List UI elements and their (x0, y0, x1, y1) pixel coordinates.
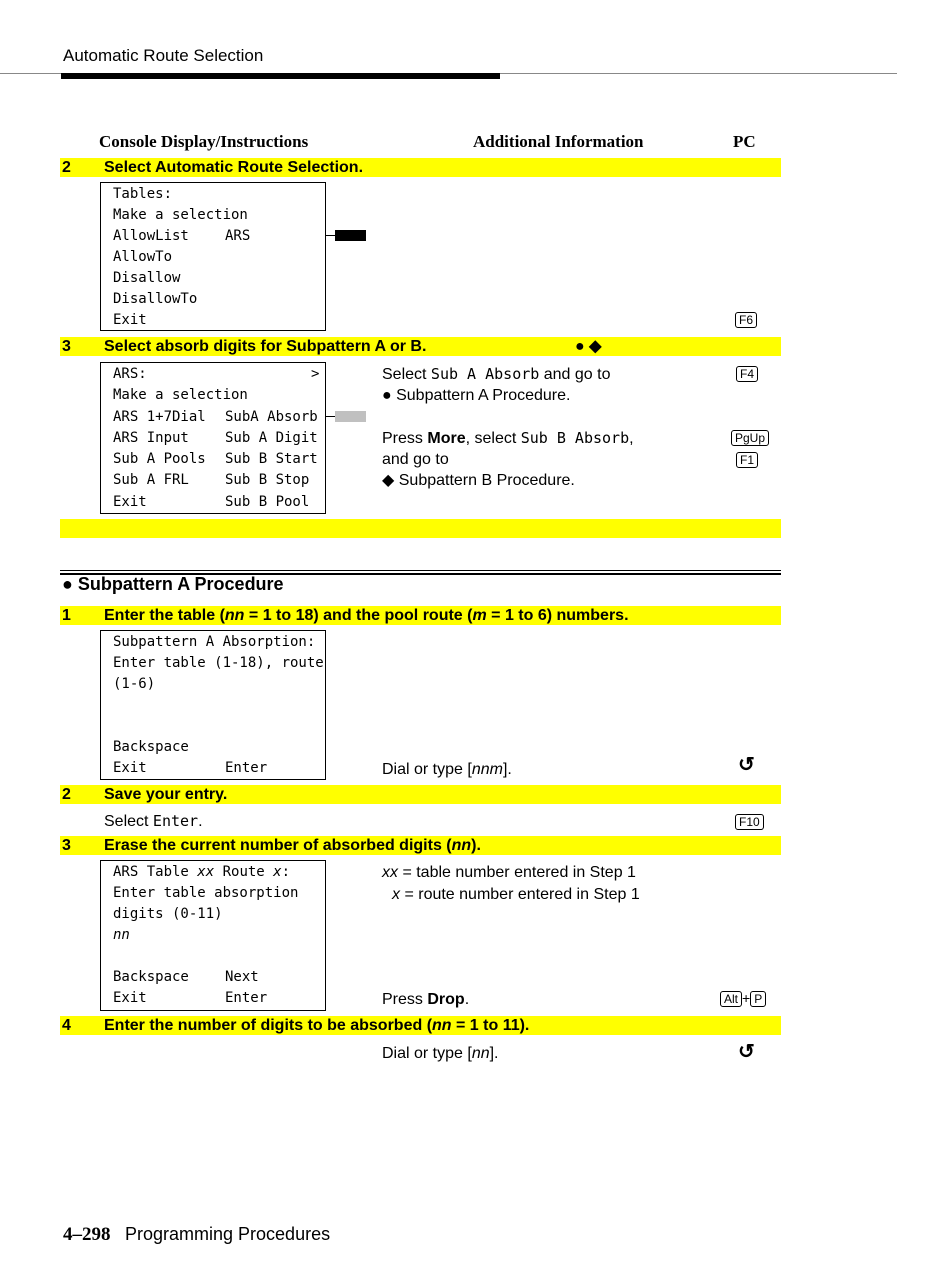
info-line: Press Drop. (382, 991, 470, 1008)
console-display-tables (100, 182, 326, 331)
step-text: Enter the table (nn = 1 to 18) and the pool route (m = 1 to 6) numbers. (104, 607, 629, 624)
info-line: x = route number entered in Step 1 (392, 886, 640, 903)
pointer-line (325, 235, 335, 236)
console-line: ARS Table xx Route x: (113, 864, 291, 880)
console-line: Sub B Pool (225, 494, 310, 510)
info-line: and go to (382, 451, 449, 468)
return-arrow-icon: ↺ (738, 1041, 755, 1063)
footer-title: Programming Procedures (125, 1224, 331, 1244)
step-band (60, 836, 781, 855)
console-line: Sub A Pools (113, 451, 206, 467)
console-line: DisallowTo (113, 291, 198, 307)
console-line: Tables: (113, 186, 173, 202)
console-line: AllowTo (113, 249, 173, 265)
step-band (60, 785, 781, 804)
console-line: Make a selection (113, 207, 248, 223)
info-line: Select Sub A Absorb and go to (382, 365, 611, 383)
info-line: xx = table number entered in Step 1 (382, 864, 636, 881)
column-heading-info: Additional Information (473, 132, 644, 151)
console-line: Backspace (113, 969, 189, 985)
console-line: Disallow (113, 270, 181, 286)
pgup-key: PgUp (731, 429, 769, 447)
alt-p-keys: Alt + P (720, 990, 766, 1007)
step-text: Select Automatic Route Selection. (104, 159, 364, 176)
console-line: Make a selection (113, 387, 248, 403)
step-number: 3 (62, 338, 71, 355)
step-number: 2 (62, 159, 71, 176)
console-line: Subpattern A Absorption: (113, 634, 316, 650)
return-arrow-icon: ↺ (738, 754, 755, 776)
console-line: AllowList (113, 228, 189, 244)
running-header: Automatic Route Selection (63, 46, 264, 65)
console-line: Enter (225, 760, 268, 776)
info-line: ● Subpattern A Procedure. (382, 387, 571, 404)
f4-key: F4 (736, 365, 758, 383)
info-line: Press More, select Sub B Absorb, (382, 429, 634, 447)
info-line: Dial or type [nn]. (382, 1045, 499, 1062)
step-band (60, 337, 781, 356)
f1-key: F1 (736, 451, 758, 469)
step-number: 3 (62, 837, 71, 854)
console-line: Exit (113, 312, 147, 328)
section-title: ● Subpattern A Procedure (62, 574, 284, 594)
step-number: 2 (62, 786, 71, 803)
selection-marker (335, 230, 366, 241)
console-line: Enter table absorption (113, 885, 299, 901)
pointer-line (325, 416, 335, 417)
step-text: Save your entry. (104, 786, 228, 803)
step-text: Erase the current number of absorbed digits (nn). (104, 837, 481, 854)
step-band (60, 519, 781, 538)
console-line: digits (0-11) (113, 906, 223, 922)
console-line: Enter (225, 990, 268, 1006)
step-number: 4 (62, 1017, 71, 1034)
step-band (60, 1016, 781, 1035)
info-line: ◆ Subpattern B Procedure. (382, 472, 575, 489)
section-rule (60, 570, 781, 571)
console-display-absorption (100, 630, 326, 780)
step-band (60, 606, 781, 625)
info-line: Select Enter. (104, 812, 203, 830)
console-line: nn (113, 927, 130, 943)
f10-key: F10 (735, 813, 764, 831)
console-line: Sub A Digit (225, 430, 318, 446)
selection-marker (335, 411, 366, 422)
step-text: Select absorb digits for Subpattern A or B. (104, 338, 427, 355)
console-line: Exit (113, 990, 147, 1006)
step-number: 1 (62, 607, 71, 624)
console-line: Next (225, 969, 259, 985)
console-display-table-absorption (100, 860, 326, 1011)
header-rule-thick (61, 73, 500, 79)
step-band (60, 158, 781, 177)
console-line: ARS Input (113, 430, 189, 446)
console-line: Backspace (113, 739, 189, 755)
console-line: Enter table (1-18), route (113, 655, 324, 671)
console-line: (1-6) (113, 676, 156, 692)
console-display-ars (100, 362, 326, 514)
f6-key: F6 (735, 311, 757, 329)
page-number: 4–298 (63, 1224, 111, 1245)
info-line: Dial or type [nnm]. (382, 761, 512, 778)
step-text: Enter the number of digits to be absorbed (nn = 1 to 11). (104, 1017, 530, 1034)
console-line: ARS: (113, 366, 147, 382)
procedure-symbols: ● ◆ (575, 338, 602, 355)
console-line: Exit (113, 494, 147, 510)
console-line: Sub A FRL (113, 472, 189, 488)
column-heading-pc: PC (733, 132, 756, 151)
console-line: ARS 1+7Dial (113, 409, 206, 425)
console-line: Exit (113, 760, 147, 776)
more-indicator: > (311, 366, 320, 382)
console-line: Sub B Start (225, 451, 318, 467)
column-heading-console: Console Display/Instructions (99, 132, 309, 151)
console-line: ARS (225, 228, 251, 244)
console-line: SubA Absorb (225, 409, 318, 425)
console-line: Sub B Stop (225, 472, 310, 488)
